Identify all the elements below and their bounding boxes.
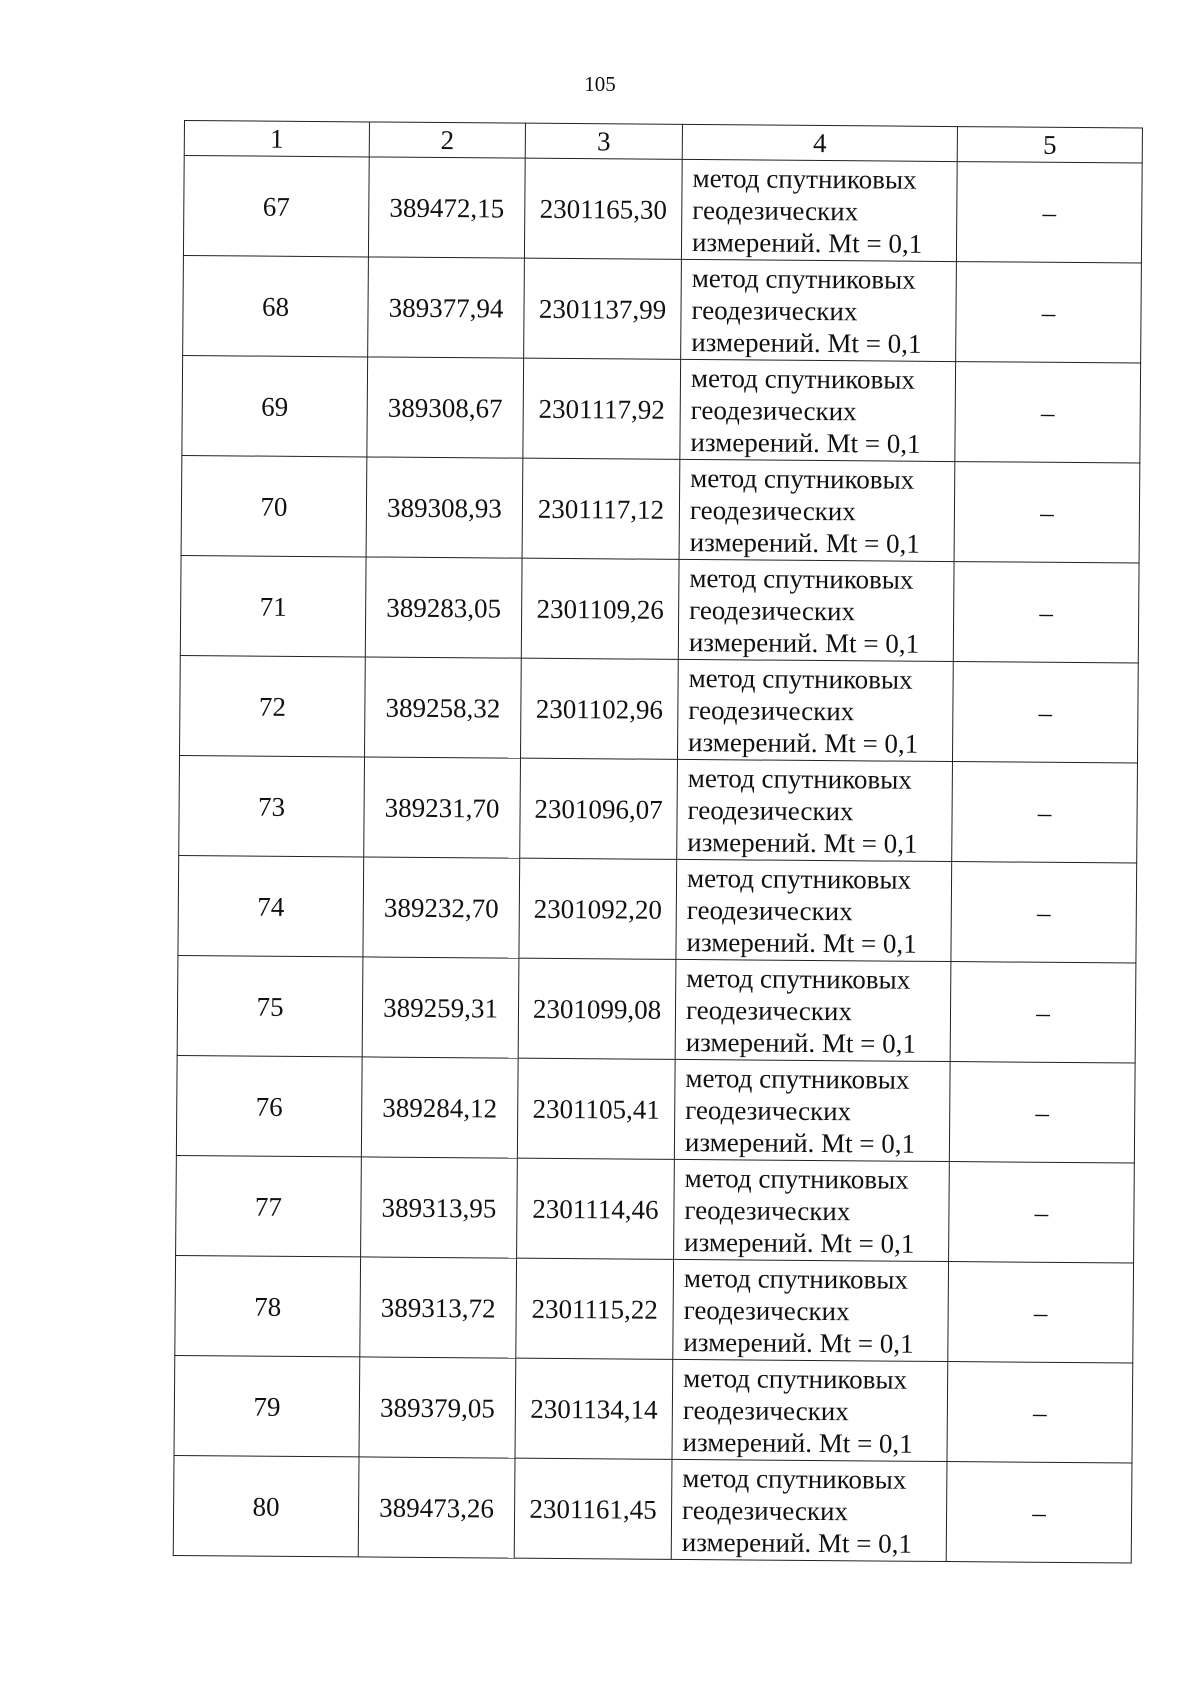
header-col-2: 2 bbox=[369, 122, 525, 158]
coordinate-y-cell: 2301117,12 bbox=[522, 458, 680, 559]
point-number-cell: 77 bbox=[176, 1155, 362, 1256]
coordinate-x-cell: 389259,31 bbox=[362, 957, 519, 1058]
header-col-1: 1 bbox=[184, 121, 369, 157]
point-number-cell: 75 bbox=[177, 955, 363, 1056]
point-number-cell: 71 bbox=[180, 555, 366, 656]
coordinate-y-cell: 2301137,99 bbox=[524, 258, 682, 359]
method-line: метод спутниковых bbox=[687, 762, 912, 795]
coordinates-table bbox=[173, 120, 1143, 1563]
method-line: метод спутниковых bbox=[686, 962, 911, 995]
method-line: измерений. Mt = 0,1 bbox=[686, 926, 917, 959]
coordinate-y-cell: 2301117,92 bbox=[523, 358, 681, 459]
method-cell bbox=[674, 1159, 950, 1261]
method-line: геодезических bbox=[682, 1394, 849, 1426]
coordinate-x-cell: 389232,70 bbox=[363, 857, 520, 958]
coordinate-x-cell: 389377,94 bbox=[368, 257, 525, 358]
coordinate-x-cell: 389308,93 bbox=[366, 457, 523, 558]
coordinate-x-cell: 389231,70 bbox=[364, 757, 521, 858]
method-line: геодезических bbox=[684, 1194, 851, 1226]
method-cell bbox=[679, 459, 955, 561]
method-line: геодезических bbox=[685, 994, 853, 1026]
method-line: метод спутниковых bbox=[692, 162, 917, 195]
note-cell: – bbox=[956, 262, 1142, 363]
point-number-cell: 67 bbox=[183, 156, 369, 257]
point-number-cell: 70 bbox=[181, 455, 367, 556]
coordinate-x-cell: 389313,72 bbox=[360, 1257, 517, 1358]
note-cell: – bbox=[946, 1462, 1132, 1563]
method-line: геодезических bbox=[688, 694, 855, 726]
point-number-cell: 79 bbox=[174, 1355, 360, 1456]
method-line: геодезических bbox=[687, 794, 854, 826]
method-line: измерений. Mt = 0,1 bbox=[689, 526, 920, 559]
method-line: измерений. Mt = 0,1 bbox=[691, 326, 922, 359]
note-cell: – bbox=[953, 562, 1139, 663]
coordinate-x-cell: 389472,15 bbox=[368, 157, 525, 258]
table-row bbox=[175, 1255, 1134, 1363]
method-line: метод спутниковых bbox=[684, 1162, 909, 1195]
method-line: метод спутниковых bbox=[682, 1462, 907, 1495]
coordinate-y-cell: 2301134,14 bbox=[515, 1358, 673, 1459]
method-line: геодезических bbox=[683, 1294, 850, 1326]
table-row bbox=[176, 1055, 1135, 1163]
method-cell bbox=[677, 759, 953, 861]
point-number-cell: 73 bbox=[179, 755, 365, 856]
method-line: метод спутниковых bbox=[685, 1062, 910, 1095]
method-line: измерений. Mt = 0,1 bbox=[690, 426, 921, 459]
note-cell: – bbox=[948, 1262, 1134, 1363]
table-row bbox=[178, 855, 1137, 963]
method-line: метод спутниковых bbox=[690, 362, 916, 395]
method-line: геодезических bbox=[692, 194, 859, 226]
method-line: измерений. Mt = 0,1 bbox=[683, 1326, 914, 1359]
point-number-cell: 72 bbox=[180, 655, 366, 756]
table-row bbox=[180, 655, 1139, 763]
table-row bbox=[177, 955, 1136, 1063]
coordinate-y-cell: 2301161,45 bbox=[514, 1458, 672, 1559]
method-line: измерений. Mt = 0,1 bbox=[691, 226, 923, 259]
method-cell bbox=[677, 659, 953, 761]
point-number-cell: 68 bbox=[183, 255, 369, 356]
table-row bbox=[183, 156, 1142, 264]
method-line: метод спутниковых bbox=[691, 262, 916, 295]
method-cell bbox=[680, 359, 956, 461]
method-cell bbox=[671, 1459, 947, 1561]
note-cell: – bbox=[949, 1162, 1135, 1263]
method-line: метод спутниковых bbox=[683, 1262, 909, 1295]
table-row bbox=[174, 1355, 1133, 1463]
method-cell bbox=[678, 559, 954, 661]
method-line: геодезических bbox=[691, 294, 858, 326]
method-line: геодезических bbox=[686, 894, 853, 926]
method-line: измерений. Mt = 0,1 bbox=[682, 1426, 913, 1459]
table-row bbox=[173, 1455, 1132, 1563]
method-line: метод спутниковых bbox=[683, 1362, 908, 1395]
coordinate-x-cell: 389313,95 bbox=[361, 1157, 518, 1258]
point-number-cell: 80 bbox=[173, 1455, 359, 1556]
coordinate-y-cell: 2301109,26 bbox=[521, 558, 679, 659]
method-cell bbox=[672, 1359, 948, 1461]
method-line: измерений. Mt = 0,1 bbox=[684, 1126, 916, 1159]
method-line: измерений. Mt = 0,1 bbox=[685, 1026, 917, 1059]
note-cell: – bbox=[955, 362, 1141, 463]
table-row bbox=[183, 255, 1142, 363]
table-row bbox=[182, 355, 1141, 463]
note-cell: – bbox=[947, 1362, 1133, 1463]
method-cell bbox=[681, 159, 957, 261]
method-line: геодезических bbox=[681, 1494, 849, 1526]
coordinate-x-cell: 389379,05 bbox=[359, 1357, 516, 1458]
coordinate-x-cell: 389308,67 bbox=[367, 357, 524, 458]
method-line: геодезических bbox=[689, 594, 856, 626]
note-cell: – bbox=[951, 862, 1137, 963]
point-number-cell: 69 bbox=[182, 355, 368, 456]
note-cell: – bbox=[956, 162, 1142, 263]
coordinate-y-cell: 2301165,30 bbox=[524, 158, 682, 259]
point-number-cell: 78 bbox=[175, 1255, 361, 1356]
method-line: измерений. Mt = 0,1 bbox=[681, 1526, 913, 1559]
coordinate-y-cell: 2301115,22 bbox=[516, 1258, 674, 1359]
coordinate-y-cell: 2301092,20 bbox=[519, 858, 677, 959]
method-cell bbox=[675, 959, 951, 1061]
note-cell: – bbox=[950, 962, 1136, 1063]
page-number: 105 bbox=[584, 72, 616, 96]
method-cell bbox=[674, 1059, 950, 1161]
method-line: метод спутниковых bbox=[688, 662, 913, 695]
method-line: измерений. Mt = 0,1 bbox=[684, 1226, 915, 1259]
table-row bbox=[179, 755, 1138, 863]
coordinate-x-cell: 389473,26 bbox=[358, 1457, 515, 1558]
table-row bbox=[180, 555, 1139, 663]
header-col-4: 4 bbox=[682, 124, 957, 161]
point-number-cell: 74 bbox=[178, 855, 364, 956]
method-line: геодезических bbox=[689, 494, 856, 526]
method-line: метод спутниковых bbox=[686, 862, 912, 895]
method-line: геодезических bbox=[685, 1094, 852, 1126]
note-cell: – bbox=[954, 462, 1140, 563]
coordinate-x-cell: 389284,12 bbox=[361, 1057, 518, 1158]
method-line: метод спутниковых bbox=[690, 462, 915, 495]
coordinate-y-cell: 2301099,08 bbox=[518, 958, 676, 1059]
coordinate-y-cell: 2301114,46 bbox=[517, 1158, 675, 1259]
coordinate-x-cell: 389283,05 bbox=[365, 557, 522, 658]
table-row bbox=[181, 455, 1140, 563]
note-cell: – bbox=[949, 1062, 1135, 1163]
point-number-cell: 76 bbox=[176, 1055, 362, 1156]
method-line: измерений. Mt = 0,1 bbox=[688, 726, 919, 759]
method-cell bbox=[673, 1259, 949, 1361]
method-line: геодезических bbox=[690, 394, 857, 426]
table-body bbox=[173, 156, 1142, 1563]
method-cell bbox=[676, 859, 952, 961]
header-col-3: 3 bbox=[525, 123, 682, 159]
coordinate-x-cell: 389258,32 bbox=[365, 657, 522, 758]
method-line: измерений. Mt = 0,1 bbox=[687, 826, 918, 859]
method-line: метод спутниковых bbox=[689, 562, 914, 595]
method-cell bbox=[681, 259, 957, 361]
note-cell: – bbox=[952, 662, 1138, 763]
note-cell: – bbox=[952, 762, 1138, 863]
coordinate-y-cell: 2301105,41 bbox=[517, 1058, 675, 1159]
table-row bbox=[176, 1155, 1135, 1263]
coordinate-y-cell: 2301096,07 bbox=[520, 758, 678, 859]
header-col-5: 5 bbox=[957, 127, 1142, 163]
method-line: измерений. Mt = 0,1 bbox=[688, 626, 920, 659]
coordinate-y-cell: 2301102,96 bbox=[520, 658, 678, 759]
